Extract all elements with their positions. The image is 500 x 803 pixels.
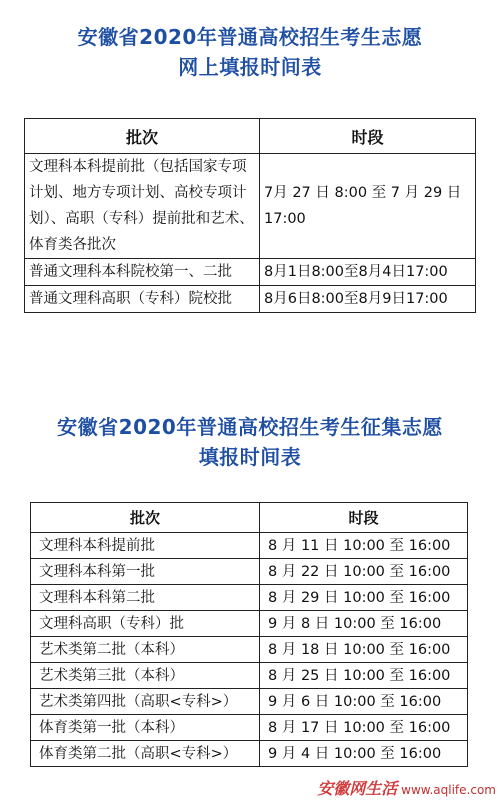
period-cell: 7月 27 日 8:00 至 7 月 29 日 17:00: [260, 154, 476, 259]
batch-cell: 文理科高职（专科）批: [31, 611, 260, 637]
watermark-logo: [317, 776, 496, 799]
table-row: [31, 559, 468, 585]
period-cell: 8 月 18 日 10:00 至 16:00: [260, 637, 468, 663]
table-header-row: [31, 503, 468, 533]
table-row: [31, 585, 468, 611]
batch-cell: 普通文理科本科院校第一、二批: [25, 259, 260, 286]
watermark-url: www.aqlife.com: [401, 783, 496, 797]
table-row: [31, 741, 468, 767]
batch-cell: 文理科本科提前批: [31, 533, 260, 559]
period-cell: 8月1日8:00至8月4日17:00: [260, 259, 476, 286]
table-row: [31, 715, 468, 741]
table-row: [31, 533, 468, 559]
title-1-line-1: 安徽省2020年普通高校招生考生志愿: [77, 25, 423, 49]
batch-cell: 文理科本科提前批（包括国家专项计划、地方专项计划、高校专项计划）、高职（专科）提前批和艺术、体育类各批次: [25, 154, 260, 259]
table-row: [25, 286, 476, 313]
supplementary-schedule-table: [30, 502, 468, 767]
schedule-title-1: [0, 22, 500, 82]
table-row: [31, 663, 468, 689]
batch-cell: 艺术类第二批（本科）: [31, 637, 260, 663]
period-cell: 8月6日8:00至8月9日17:00: [260, 286, 476, 313]
table-row: [31, 637, 468, 663]
period-cell: 8 月 25 日 10:00 至 16:00: [260, 663, 468, 689]
table-row: [25, 259, 476, 286]
title-1-line-2: 网上填报时间表: [178, 55, 322, 79]
table-row: [31, 689, 468, 715]
application-schedule-table: [24, 118, 476, 313]
batch-cell: 文理科本科第一批: [31, 559, 260, 585]
batch-cell: 体育类第一批（本科）: [31, 715, 260, 741]
period-cell: 8 月 11 日 10:00 至 16:00: [260, 533, 468, 559]
period-cell: 9 月 8 日 10:00 至 16:00: [260, 611, 468, 637]
header-batch: 批次: [31, 503, 260, 533]
schedule-title-2: [0, 412, 500, 472]
header-period: 时段: [260, 119, 476, 154]
header-period: 时段: [260, 503, 468, 533]
table-row: [25, 154, 476, 259]
table-header-row: [25, 119, 476, 154]
header-batch: 批次: [25, 119, 260, 154]
batch-cell: 艺术类第四批（高职<专科>）: [31, 689, 260, 715]
period-cell: 8 月 22 日 10:00 至 16:00: [260, 559, 468, 585]
period-cell: 8 月 29 日 10:00 至 16:00: [260, 585, 468, 611]
title-2-line-1: 安徽省2020年普通高校招生考生征集志愿: [57, 415, 443, 439]
batch-cell: 艺术类第三批（本科）: [31, 663, 260, 689]
batch-cell: 文理科本科第二批: [31, 585, 260, 611]
period-cell: 9 月 4 日 10:00 至 16:00: [260, 741, 468, 767]
batch-cell: 体育类第二批（高职<专科>）: [31, 741, 260, 767]
table-row: [31, 611, 468, 637]
period-cell: 9 月 6 日 10:00 至 16:00: [260, 689, 468, 715]
period-cell: 8 月 17 日 10:00 至 16:00: [260, 715, 468, 741]
batch-cell: 普通文理科高职（专科）院校批: [25, 286, 260, 313]
title-2-line-2: 填报时间表: [198, 445, 302, 469]
watermark-brand: 安徽网生活: [317, 779, 398, 798]
